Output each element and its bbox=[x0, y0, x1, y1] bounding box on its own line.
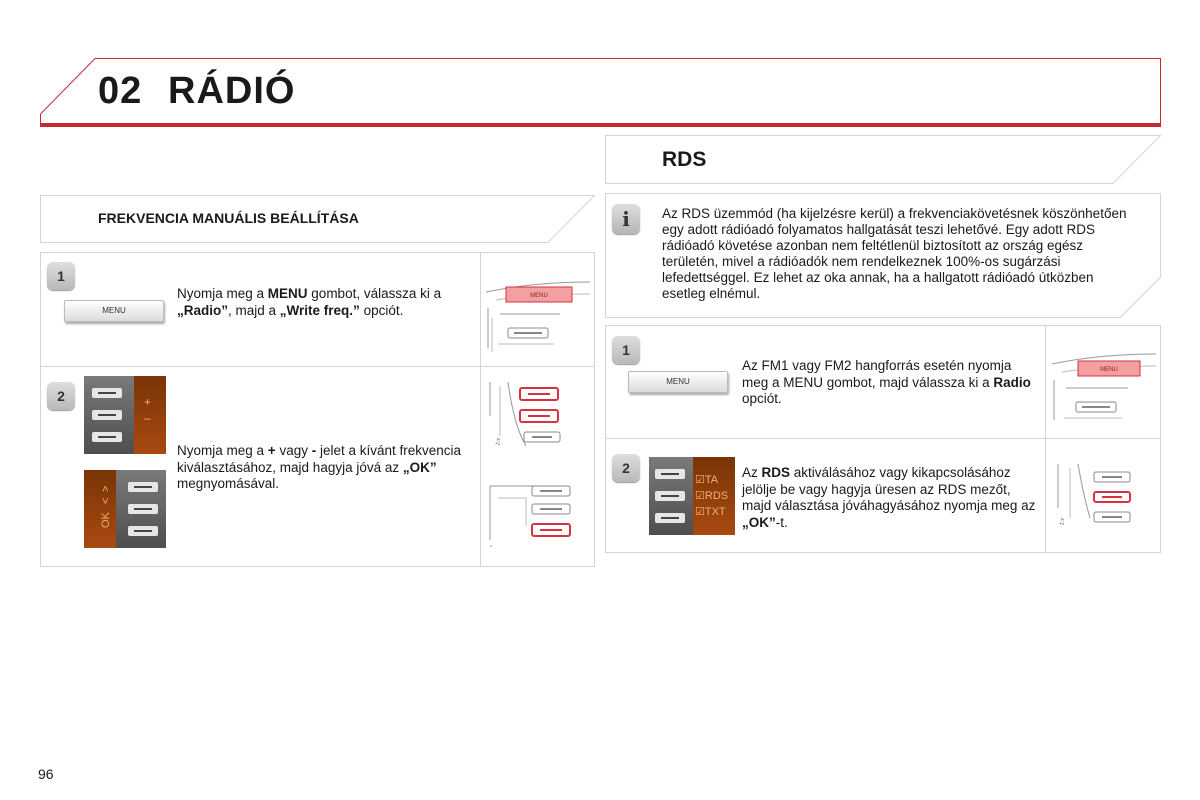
step-instruction: Az FM1 vagy FM2 hangforrás esetén nyomja meg a MENU gombot, majd válassza ki a Radio opciót. bbox=[742, 358, 1031, 406]
section-title: RDS bbox=[662, 148, 707, 171]
chapter-title: RÁDIÓ bbox=[168, 70, 296, 112]
step-number-badge: 1 bbox=[47, 262, 75, 290]
menu-button-illustration: MENU bbox=[64, 300, 164, 322]
rds-info-text: Az RDS üzemmód (ha kijelzésre kerül) a frekvenciakövetésnek köszönhetően egy adott rádióadó folyamatos hallgatását teszi lehetővé. Egy adott RDS rádióadó követése azonban nem feltétlenül biztosított az ország egész területén, mivel a rádióadók nem rendelkeznek 100%-os sugárzási lefedettséggel. Ez lehet az oka annak, ha a hallgatott rádióadó útközben esetleg elnémul. bbox=[662, 206, 1127, 301]
section-title: FREKVENCIA MANUÁLIS BEÁLLÍTÁSA bbox=[98, 210, 359, 226]
page-number: 96 bbox=[38, 766, 54, 782]
console-diagram-menu bbox=[1050, 350, 1158, 428]
section-header-manual-frequency bbox=[40, 195, 595, 243]
svg-text:OK: OK bbox=[100, 512, 112, 528]
divider bbox=[1045, 325, 1046, 553]
console-diagram-ok bbox=[486, 476, 592, 552]
option-ta: TA bbox=[704, 474, 719, 486]
svg-text:☑TXT: ☑TXT bbox=[695, 506, 726, 518]
chapter-number: 02 bbox=[98, 70, 143, 112]
step-instruction: Nyomja meg a + vagy - jelet a kívánt frekvencia kiválasztásához, majd hagyja jóvá az „OK” megnyomásával. bbox=[177, 443, 462, 491]
info-icon: i bbox=[612, 204, 640, 234]
step-instruction: Az RDS aktiválásához vagy kikapcsolásához jelölje be vagy hagyja üresen az RDS mezőt, majd választása jóváhagyásához nyomja meg az „OK”-t. bbox=[742, 465, 1036, 530]
console-diagram-plus-minus bbox=[486, 376, 592, 464]
option-txt: TXT bbox=[704, 506, 726, 518]
frequency-keypad-illustration bbox=[84, 376, 166, 454]
svg-text:+: + bbox=[144, 395, 152, 409]
svg-text:☑TA: ☑TA bbox=[695, 474, 719, 486]
console-diagram-menu bbox=[484, 278, 592, 356]
step-instruction: Nyomja meg a MENU gombot, válassza ki a „Radio”, majd a „Write freq.” opciót. bbox=[177, 286, 442, 318]
svg-text:–: – bbox=[144, 411, 151, 425]
step-number-badge: 1 bbox=[612, 336, 640, 364]
menu-key-label: MENU bbox=[1100, 367, 1118, 373]
svg-text:>: > bbox=[100, 485, 112, 492]
rds-keypad-illustration bbox=[649, 457, 735, 535]
step-number-badge: 2 bbox=[47, 382, 75, 410]
divider bbox=[480, 252, 481, 567]
chapter-header bbox=[40, 58, 1161, 127]
step-number-badge: 2 bbox=[612, 454, 640, 482]
svg-text:♫: ♫ bbox=[494, 437, 502, 446]
menu-button-illustration: MENU bbox=[628, 371, 728, 393]
option-rds: RDS bbox=[704, 490, 729, 502]
svg-text:♫: ♫ bbox=[1058, 517, 1066, 526]
divider bbox=[605, 438, 1161, 439]
svg-text:☑RDS: ☑RDS bbox=[695, 490, 729, 502]
menu-key-label: MENU bbox=[530, 293, 548, 299]
svg-text:<: < bbox=[100, 497, 112, 504]
section-header-rds bbox=[605, 135, 1161, 184]
divider bbox=[40, 366, 595, 367]
ok-keypad-illustration bbox=[84, 470, 166, 548]
console-diagram-ok bbox=[1050, 458, 1158, 538]
